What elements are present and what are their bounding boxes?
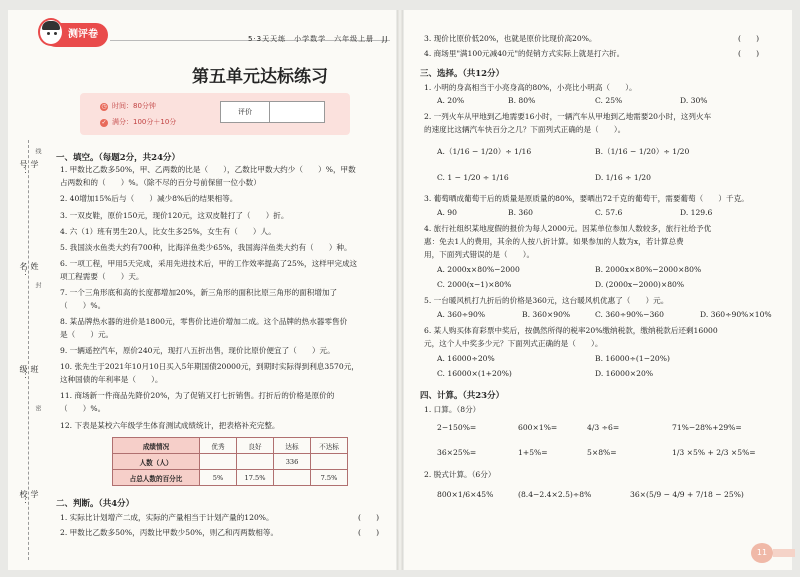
table-cell[interactable] [200,454,237,470]
option[interactable]: D. 16000×20% [595,369,654,378]
secret-mark: 密 [34,405,41,411]
table-header: 良好 [237,438,274,454]
row-label: 人数（人） [113,454,200,470]
question: 2. 40增加15%后与（ ）减少8%后的结果相等。 [60,194,238,203]
question: 1. 小明的身高相当于小亮身高的80%，小亮比小明高（ ）。 [424,83,637,92]
option[interactable]: D. 360÷90%×10% [700,310,772,319]
calc-item: 36×(5/9 − 4/9 + 7/18 − 25%) [630,490,744,499]
question: 8. 某品牌热水器的进价是1800元，零售价比进价增加二成。这个品牌的热水器零售价 [60,317,348,326]
option[interactable]: C. 360÷90%−360 [595,310,664,319]
evaluation-label: 评价 [221,102,270,123]
option[interactable]: C. 25% [595,96,623,105]
calc-item: 1+5%= [518,448,548,457]
question: 3. 葡萄晒成葡萄干后的质量是原质量的80%，要晒出72千克的葡萄干，需要葡萄（ ）千克。 [424,194,749,203]
school-label: 学校： [19,490,39,506]
question: 项工程需要（ ）天。 [60,272,144,281]
evaluation-table [220,101,325,123]
book-fold [397,10,403,570]
option[interactable]: B. 360×90% [522,310,571,319]
option[interactable]: D. 1/16 ÷ 1/20 [595,173,651,182]
question: 4. 六（1）班有男生20人，比女生多25%，女生有（ ）人。 [60,227,276,236]
calc-item: 36×25%= [437,448,477,457]
table-header: 达标 [274,438,311,454]
series-label: 5·3天天练 小学数学 六年级上册 JJ [248,35,389,43]
table-header: 成绩情况 [113,438,200,454]
calc-item: 2−150%= [437,423,477,432]
table-cell: 17.5% [237,470,274,486]
question: 3. 一双皮鞋，原价150元，现价120元，这双皮鞋打了（ ）折。 [60,211,289,220]
option[interactable]: B.（1/16 − 1/20）÷ 1/20 [595,147,690,156]
option[interactable]: B. 16000÷(1−20%) [595,354,670,363]
answer-bracket[interactable]: ( ) [738,49,760,58]
question: （ ）%。 [60,404,106,413]
answer-bracket[interactable]: ( ) [358,513,380,522]
question: 10. 张先生于2021年10月10日买入5年期国债20000元，到期时实际得到利息3570元， [60,362,359,371]
option[interactable]: A.（1/16 − 1/20）÷ 1/16 [437,147,532,156]
option[interactable]: B. 2000x×80%−2000×80% [595,265,702,274]
question: 1. 甲数比乙数多50%，甲、乙两数的比是（ ），乙数比甲数大约少（ ）%，甲数 [60,165,356,174]
test-badge: 测评卷 [44,23,108,47]
evaluation-input[interactable] [270,102,325,123]
question: 的速度比这辆汽车快百分之几？下面列式正确的是（ ）。 [424,125,626,134]
option[interactable]: C. 57.6 [595,208,623,217]
table-cell: 336 [274,454,311,470]
question: 元，这个人中奖多少元？下面列式正确的是（ ）。 [424,339,603,348]
table-cell: 7.5% [311,470,348,486]
question: 是（ ）元。 [60,330,114,339]
check-icon: ✓ [101,119,107,126]
calc-item: 4/3 ÷6= [587,423,620,432]
question: 11. 商场新一件商品先降价20%，为了促销又打七折销售。打折后的价格是原价的 [60,391,335,400]
option[interactable]: D. (2000x−2000)×80% [595,280,685,289]
calc-item: 800×1/6×45% [437,490,494,499]
table-cell[interactable] [274,470,311,486]
subheading: 1. 口算。（8分） [424,405,481,414]
question: 占两数和的（ ）%。（除不尽的百分号前保留一位小数） [60,178,261,187]
right-page [404,10,792,570]
stats-table [112,437,348,486]
seal-mark: 封 [34,282,41,288]
question: 6. 某人购买体育彩票中奖后，按偶然所得的税率20%缴纳税款，缴纳税款后还剩16000 [424,326,718,335]
option[interactable]: A. 360÷90% [437,310,486,319]
row-label: 占总人数的百分比 [113,470,200,486]
calc-item: 1/3 ×5% + 2/3 ×5%= [672,448,756,457]
question: 12. 下表是某校六年级学生体育测试成绩统计，把表格补充完整。 [60,421,280,430]
page-title: 第五单元达标练习 [192,67,328,87]
question: 6. 一项工程，甲用5天完成，采用先进技术后，甲的工作效率提高了25%，这样甲完成这 [60,259,358,268]
question: 2. 甲数比乙数多50%，丙数比甲数少50%，则乙和丙两数相等。 [60,528,279,537]
table-header: 不达标 [311,438,348,454]
answer-bracket[interactable]: ( ) [738,34,760,43]
time-row: ◷ 时间：80分钟 [101,102,156,110]
option[interactable]: C. 1 − 1/20 ÷ 1/16 [437,173,509,182]
option[interactable]: B. 360 [508,208,533,217]
option[interactable]: B. 80% [508,96,536,105]
question: 1. 实际比计划增产二成，实际的产量相当于计划产量的120%。 [60,513,274,522]
calc-item: 600×1%= [518,423,558,432]
option[interactable]: C. 2000(x−1)×80% [437,280,512,289]
section4-heading: 四、计算。（共23分） [420,391,505,401]
page-number: 11 [751,543,773,563]
section2-heading: 二、判断。（共4分） [56,499,135,509]
question: 4. 商场里"满100元减40元"的促销方式实际上就是打六折。 [424,49,625,58]
question: 用，下面列式错误的是（ ）。 [424,250,535,259]
option[interactable]: A. 90 [437,208,457,217]
question: （ ）%。 [60,301,106,310]
question: 这种国债的年利率是（ ）。 [60,375,163,384]
question: 惠：免去1人的费用，其余的人按八折计算。如果参加的人数为x，若计算总费 [424,237,684,246]
option[interactable]: A. 16000÷20% [437,354,495,363]
score-row: ✓ 满分：100分＋10分 [101,118,177,126]
mascot-icon [38,18,64,46]
option[interactable]: A. 2000x×80%−2000 [437,265,520,274]
calc-item: 5×8%= [587,448,617,457]
table-header: 优秀 [200,438,237,454]
option[interactable]: C. 16000×(1+20%) [437,369,512,378]
option[interactable]: A. 20% [437,96,465,105]
calc-item: (8.4−2.4×2.5)÷8% [518,490,592,499]
answer-bracket[interactable]: ( ) [358,528,380,537]
option[interactable]: D. 30% [680,96,708,105]
table-cell[interactable] [311,454,348,470]
table-cell: 5% [200,470,237,486]
question: 9. 一辆遥控汽车，原价240元，现打八五折出售，现价比原价便宜了（ ）元。 [60,346,335,355]
question: 2. 一列火车从甲地到乙地需要16小时，一辆汽车从甲地到乙地需要20小时，这列火车 [424,112,712,121]
section3-heading: 三、选择。（共12分） [420,69,505,79]
clock-icon: ◷ [101,103,107,110]
question: 3. 现价比原价低20%，也就是原价比现价高20%。 [424,34,597,43]
calc-item: 71%−28%+29%= [672,423,742,432]
question: 5. 我国淡水鱼类大约有700种，比海洋鱼类少65%，我国海洋鱼类大约有（ ）种。 [60,243,352,252]
line-mark: 线 [34,148,41,154]
question: 5. 一台暖风机打九折后的价格是360元，这台暖风机优惠了（ ）元。 [424,296,669,305]
question: 4. 旅行社组织某地度假的报价为每人2000元。因某单位参加人数较多，旅行社给予优 [424,224,712,233]
question: 7. 一个三角形底和高的长度都增加20%，新三角形的面积比原三角形的面积增加了 [60,288,338,297]
option[interactable]: D. 129.6 [680,208,713,217]
section1-heading: 一、填空。（每题2分，共24分） [56,153,180,163]
class-label: 班级： [19,365,39,381]
name-label: 姓名： [19,262,39,278]
subheading: 2. 脱式计算。（6分） [424,470,496,479]
page-tab-decoration [773,549,795,557]
student-id-label: 学号： [19,160,39,176]
table-cell[interactable] [237,454,274,470]
